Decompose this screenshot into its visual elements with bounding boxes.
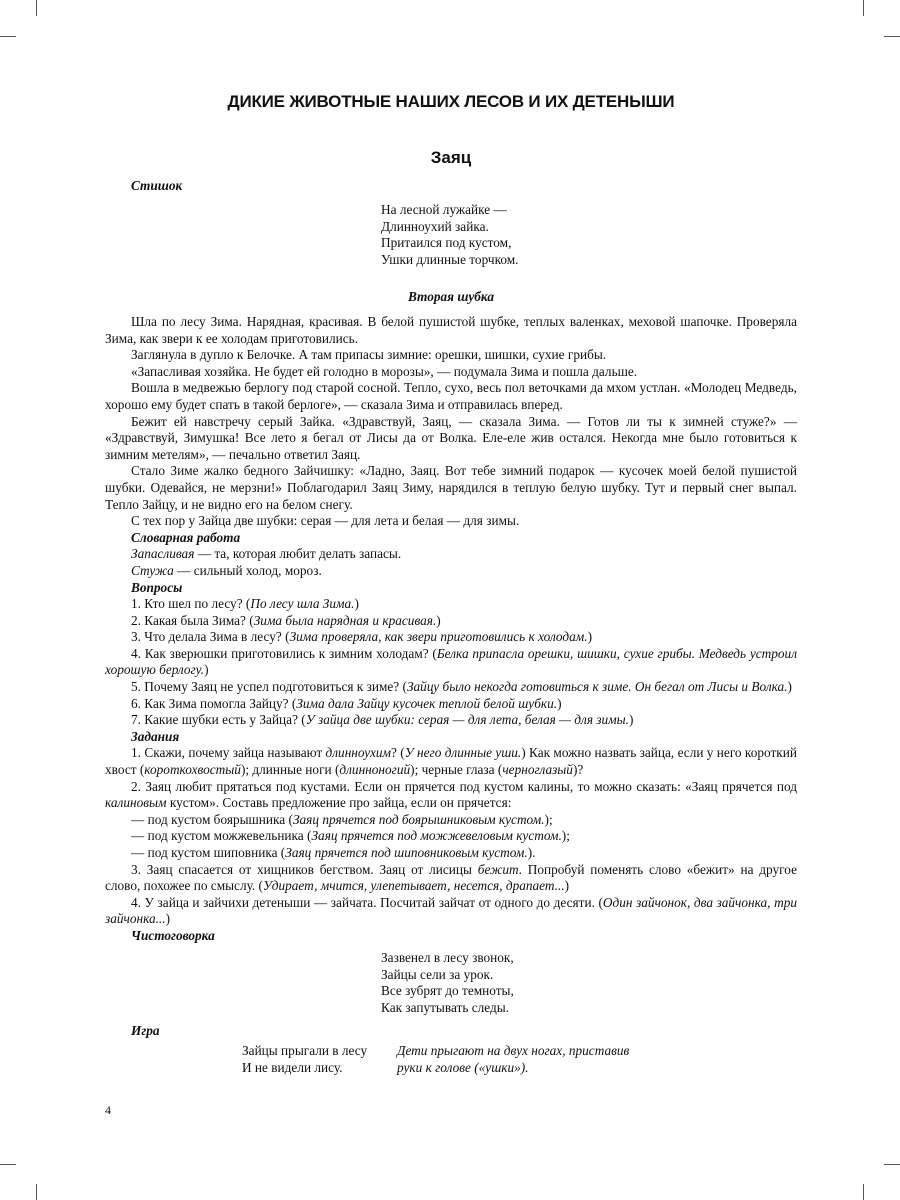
question-item: 3. Что делала Зима в лесу? (Зима проверяла, как звери приготовились к холодам.)	[131, 629, 593, 645]
question-answer: По лесу шла Зима.	[250, 596, 355, 612]
story-paragraph: Стало Зиме жалко бедного Зайчишку: «Ладно, Заяц. Вот тебе зимний подарок — кусочек моей белой пушистой шубки. Одевайся, не мерзни!» Поблагодарил Заяц Зиму, нарядился в теплую белую шубку. Тут и первый снег выпал. Тепло Зайцу, и не видно его на белом снегу.	[105, 463, 797, 512]
question-answer: Зима была нарядная и красивая.	[253, 612, 437, 628]
question-answer: Зима проверяла, как звери приготовились к холодам.	[289, 629, 588, 645]
game-line: И не видели лису.	[242, 1059, 343, 1075]
task-item: 4. У зайца и зайчихи детеныши — зайчата. Посчитай зайчат от одного до десяти. (Один зайчонок, два зайчонка, три зайчонка...)	[105, 894, 797, 927]
story-text	[105, 314, 797, 945]
game-action-line: руки к голове («ушки»).	[397, 1059, 529, 1075]
page-title: ДИКИЕ ЖИВОТНЫЕ НАШИХ ЛЕСОВ И ИХ ДЕТЕНЫШИ	[227, 92, 675, 111]
question-answer: Зайцу было некогда готовиться к зиме. Он бегал от Лисы и Волка.	[406, 679, 788, 695]
story-paragraph: Заглянула в дупло к Белочке. А там припасы зимние: орешки, шишки, сухие грибы.	[131, 347, 607, 363]
tasks-heading: Задания	[131, 728, 180, 744]
tongue-twister-heading: Чистоговорка	[131, 927, 215, 943]
story-paragraph: Бежит ей навстречу серый Зайка. «Здравствуй, Заяц, — сказала Зима. — Готов ли ты к зимней стуже?» — «Здравствуй, Зимушка! Все лето я бегал от Лисы да от Волка. Еле-еле жив остался. Некогда мне было готовиться к зимним метелям», — печально ответил Заяц.	[105, 413, 797, 462]
vocab-heading: Словарная работа	[131, 529, 241, 545]
story-paragraph: Вошла в медвежью берлогу под старой сосной. Тепло, сухо, весь пол веточками да мхом устлан. «Молодец Медведь, хорошо ему будет спать в такой берлоге», — сказала Зима и отправилась вперед.	[105, 380, 797, 412]
question-answer: Белка припасла орешки, шишки, сухие грибы. Медведь устроил хорошую берлогу.	[105, 645, 797, 678]
story-paragraph: Шла по лесу Зима. Нарядная, красивая. В белой пушистой шубке, теплых валенках, меховой шапочке. Проверяла Зима, как звери к ее холодам приготовились.	[105, 314, 797, 346]
tongue-twister-line: Все зубрят до темноты,	[381, 983, 514, 999]
story-paragraph: С тех пор у Зайца две шубки: серая — для лета и белая — для зимы.	[131, 513, 520, 529]
questions-heading: Вопросы	[131, 579, 183, 595]
game-verse	[242, 1043, 367, 1076]
tongue-twister-line: Как запутывать следы.	[381, 999, 510, 1015]
game-actions	[397, 1043, 629, 1076]
poem-line: Ушки длинные торчком.	[381, 251, 519, 267]
vocab-term: Стужа	[131, 562, 174, 578]
question-item: 6. Как Зима помогла Зайцу? (Зима дала Зайцу кусочек теплой белой шубки.)	[131, 695, 562, 711]
tongue-twister-line: Зайцы сели за урок.	[381, 966, 494, 982]
poem	[381, 202, 519, 268]
crop-mark	[863, 0, 864, 16]
crop-mark	[36, 0, 37, 16]
crop-mark	[884, 1164, 900, 1165]
poem-line: Длинноухий зайка.	[381, 218, 489, 234]
vocab-term: Запасливая	[131, 546, 195, 562]
question-item: 5. Почему Заяц не успел подготовиться к зиме? (Зайцу было некогда готовиться к зиме. Он бегал от Лисы и Волка.)	[131, 679, 792, 695]
tongue-twister-line: Зазвенел в лесу звонок,	[381, 950, 514, 965]
crop-mark	[36, 1184, 37, 1200]
task-subitem: — под кустом можжевельника (Заяц прячется под можжевеловым кустом.);	[131, 828, 570, 844]
poem-heading: Стишок	[131, 178, 183, 193]
game-line: Зайцы прыгали в лесу	[242, 1043, 368, 1058]
task-item: 3. Заяц спасается от хищников бегством. Заяц от лисицы бежит. Попробуй поменять слово «бежит» на другое слово, похожее по смыслу. (Удирает, мчится, улепетывает, несется, драпает...)	[105, 861, 797, 894]
question-item: 7. Какие шубки есть у Зайца? (У зайца две шубки: серая — для лета, белая — для зимы.)	[131, 712, 634, 728]
tongue-twister	[381, 950, 514, 1016]
question-answer: У зайца две шубки: серая — для лета, белая — для зимы.	[305, 712, 629, 728]
question-item: 4. Как зверюшки приготовились к зимним холодам? (Белка припасла орешки, шишки, сухие грибы. Медведь устроил хорошую берлогу.)	[105, 645, 797, 678]
task-subitem: — под кустом шиповника (Заяц прячется под шиповниковым кустом.).	[131, 845, 536, 860]
crop-mark	[863, 1184, 864, 1200]
page-number: 4	[105, 1103, 111, 1117]
game-heading: Игра	[131, 1023, 160, 1038]
question-answer: Зима дала Зайцу кусочек теплой белой шубки.	[296, 695, 558, 711]
question-item: 1. Кто шел по лесу? (По лесу шла Зима.)	[131, 596, 359, 612]
poem-line: На лесной лужайке —	[381, 202, 507, 217]
vocab-item	[105, 563, 797, 580]
task-item: 2. Заяц любит прятаться под кустами. Если он прячется под кустом калины, то можно сказать: «Заяц прячется под калиновым кустом». Составь предложение про зайца, если он прячется:	[105, 778, 797, 811]
crop-mark	[0, 36, 16, 37]
poem-line: Притаился под кустом,	[381, 235, 512, 251]
story-title: Заяц	[430, 148, 472, 167]
story-heading: Вторая шубка	[408, 289, 494, 304]
game-action-line: Дети прыгают на двух ногах, приставив	[397, 1043, 630, 1058]
crop-mark	[0, 1164, 16, 1165]
vocab-item	[105, 546, 797, 563]
task-subitem: — под кустом боярышника (Заяц прячется под боярышниковым кустом.);	[131, 811, 553, 827]
story-paragraph: «Запасливая хозяйка. Не будет ей голодно в морозы», — подумала Зима и пошла дальше.	[131, 363, 638, 379]
task-item: 1. Скажи, почему зайца называют длинноухим? (У него длинные уши.) Как можно назвать зайца, если у него короткий хвост (короткохвостый); длинные ноги (длинноногий); черные глаза (черноглазый)?	[105, 745, 797, 778]
crop-mark	[884, 36, 900, 37]
question-item: 2. Какая была Зима? (Зима была нарядная и красивая.)	[131, 612, 441, 628]
vocab-definition: — та, которая любит делать запасы.	[194, 546, 402, 562]
vocab-definition: — сильный холод, мороз.	[173, 562, 322, 578]
